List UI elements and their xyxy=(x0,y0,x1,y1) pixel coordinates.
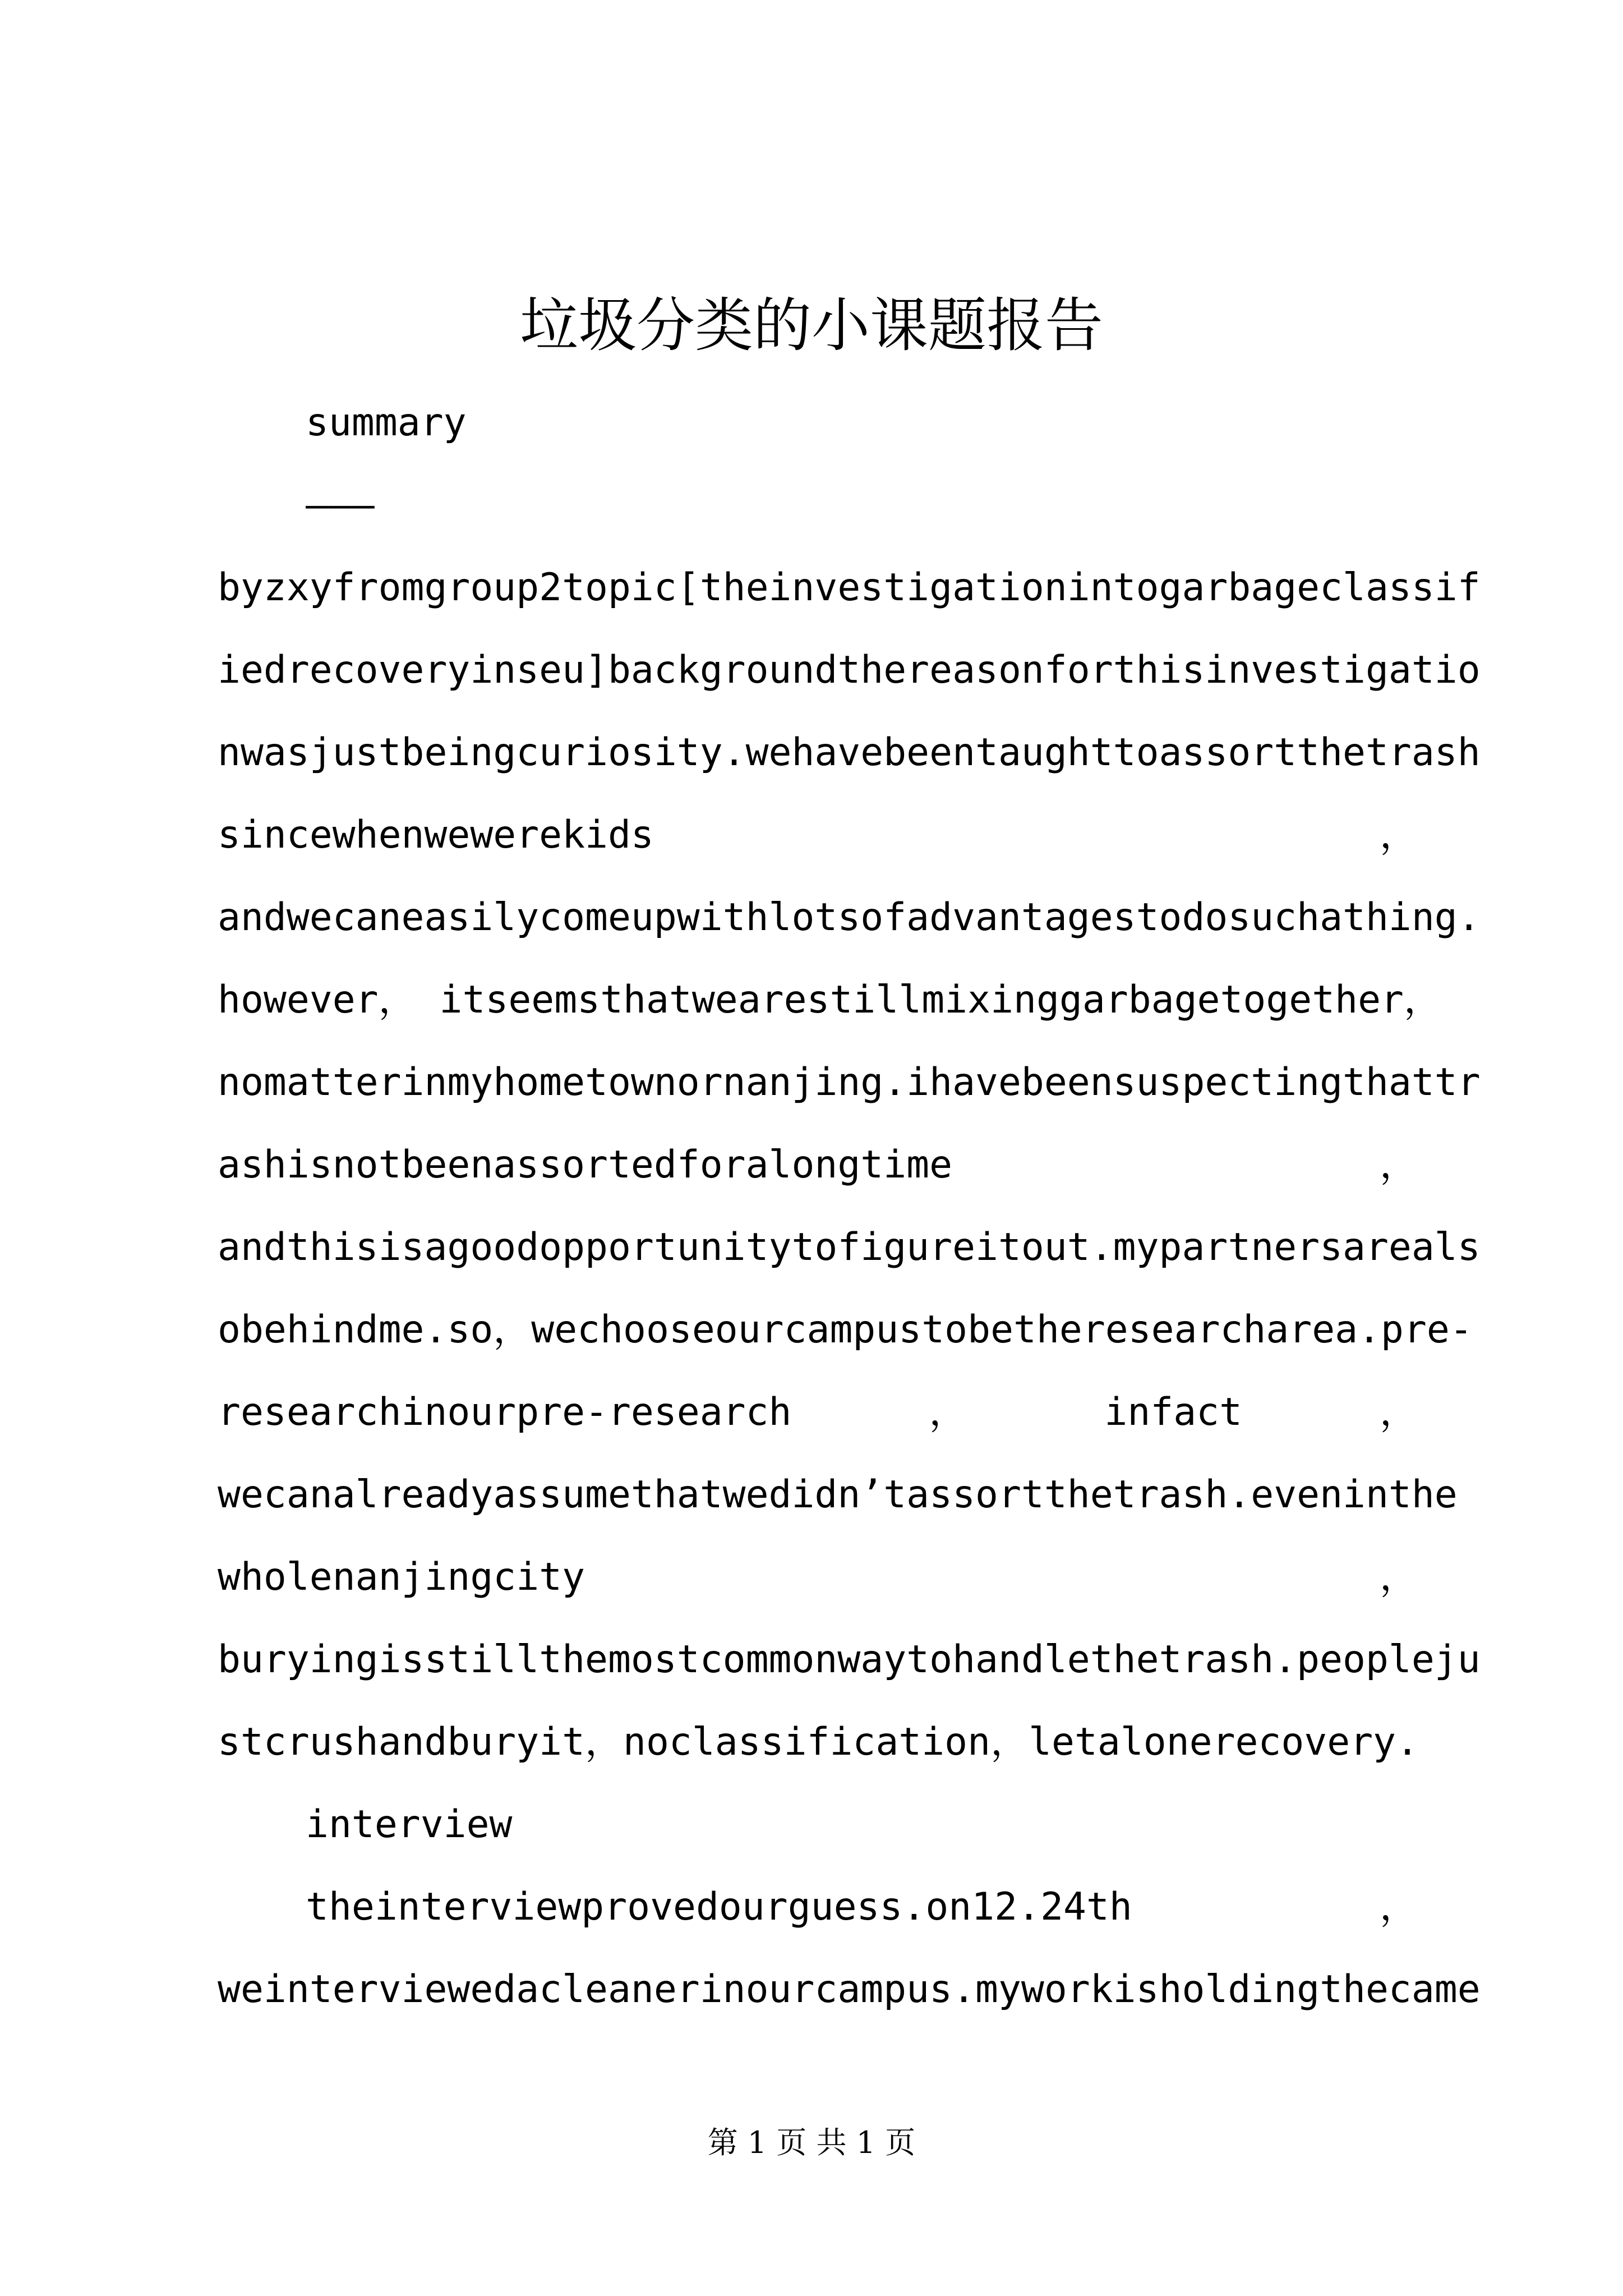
body-line: buryingisstillthemostcommonwaytohandlethetrash.peopleju xyxy=(218,1637,1481,1682)
line-text: sincewhenwewerekids xyxy=(218,813,654,857)
document-body xyxy=(218,381,1481,2031)
body-line xyxy=(218,1536,1418,1618)
line-text: theinterviewprovedourguess.on12.24th xyxy=(306,1885,1132,1929)
body-line xyxy=(218,1124,1418,1206)
body-line: obehindme.so，wechooseourcampustobetheresearcharea.pre- xyxy=(218,1308,1473,1352)
line-comma: ， xyxy=(1379,1885,1418,1929)
body-line: andwecaneasilycomeupwithlotsofadvantagestodosuchathing. xyxy=(218,895,1481,940)
page-number: 第 1 页 共 1 页 xyxy=(707,2125,916,2160)
dash-separator: ——— xyxy=(306,483,375,527)
line-comma: ， xyxy=(1379,813,1418,857)
body-line: stcrushandburyit，noclassification，letalonerecovery. xyxy=(218,1720,1419,1764)
line-text: researchinourpre-research xyxy=(218,1390,792,1434)
body-line: however， itseemsthatwearestillmixinggarbagetogether， xyxy=(218,978,1442,1022)
line-comma: ， xyxy=(1379,1143,1418,1187)
line-text: ashisnotbeenassortedforalongtime xyxy=(218,1143,953,1187)
body-line xyxy=(218,794,1418,876)
line-comma: ， xyxy=(1379,1390,1418,1434)
line-comma: ， xyxy=(1379,1555,1418,1599)
line-comma: ， xyxy=(929,1390,967,1434)
summary-heading: summary xyxy=(306,401,467,445)
body-line: iedrecoveryinseu]backgroundthereasonforthisinvestigatio xyxy=(218,648,1481,692)
body-line: andthisisagoodopportunitytofigureitout.mypartnersareals xyxy=(218,1225,1481,1269)
body-line: nomatterinmyhometownornanjing.ihavebeensuspectingthattr xyxy=(218,1060,1481,1105)
body-line: nwasjustbeingcuriosity.wehavebeentaughttoassortthetrash xyxy=(218,730,1481,775)
body-line: wecanalreadyassumethatwedidn’tassortthetrash.eveninthe xyxy=(218,1473,1458,1517)
body-line: weinterviewedacleanerinourcampus.myworkisholdingthecame xyxy=(218,1967,1481,2012)
line-text: wholenanjingcity xyxy=(218,1555,585,1599)
interview-heading: interview xyxy=(306,1802,513,1847)
body-line xyxy=(218,1371,1418,1453)
body-line: byzxyfromgroup2topic[theinvestigationintogarbageclassif xyxy=(218,565,1481,610)
body-line xyxy=(218,1866,1418,1948)
line-text: infact xyxy=(1104,1390,1243,1434)
page-title: 垃圾分类的小课题报告 xyxy=(519,291,1103,360)
